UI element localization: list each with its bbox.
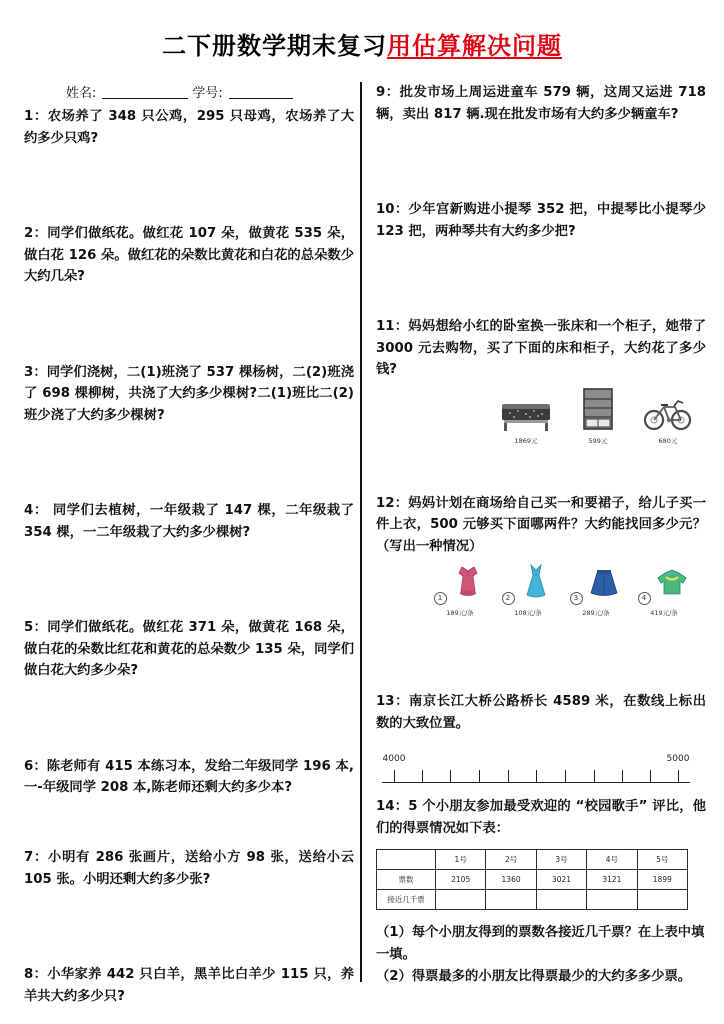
title-black-part: 二下册数学期末复习 [162, 32, 387, 60]
table-header-cell-4: 4号 [587, 850, 637, 870]
table-header-cell-5: 5号 [637, 850, 687, 870]
name-label: 姓名: [66, 86, 97, 101]
question-11: 11：妈妈想给小红的卧室换一张床和一个柜子，她带了 3000 元去购物，买了下面的床和柜子，大约花了多少钱? [376, 319, 706, 378]
approx-answer-1[interactable] [436, 890, 486, 910]
question-12: 12：妈妈计划在商场给自己买一和要裙子，给儿子买一件上衣，500 元够买下面哪两件？大约能找回多少元？（写出一种情况） [376, 495, 706, 554]
answer-space-2[interactable] [24, 288, 354, 362]
table-corner-cell [377, 850, 436, 870]
answer-space-5[interactable] [24, 682, 354, 756]
sub-question-1: （1）每个小朋友得到的票数各接近几千票？在上表中填一填。 [376, 925, 705, 962]
clothing-badge-4: 4 [638, 592, 651, 605]
number-line-tick [622, 770, 623, 783]
clothing-price-3: 289元/条 [582, 609, 610, 618]
skirt-navy-icon [585, 561, 623, 605]
right-column [376, 82, 706, 987]
sweater-green-icon [653, 561, 691, 605]
title-red-part: 用估算解决问题 [387, 32, 562, 60]
clothing-badge-1: 1 [434, 592, 447, 605]
number-line-tick [422, 770, 423, 783]
answer-space-11[interactable] [376, 445, 706, 493]
bicycle-icon [642, 393, 694, 433]
number-line-tick [394, 770, 395, 783]
clothing-price-4: 419元/条 [650, 609, 678, 618]
question-13: 13：南京长江大桥公路桥长 4589 米，在数线上标出数的大致位置。 [376, 694, 706, 731]
table-header-cell-3: 3号 [536, 850, 586, 870]
number-line[interactable] [376, 748, 696, 796]
number-line-tick [536, 770, 537, 783]
bed-icon [498, 393, 554, 433]
table-header-row [377, 850, 688, 870]
table-row-label-approx: 接近几千票 [377, 890, 436, 910]
cabinet-price: 599元 [588, 436, 608, 445]
number-line-tick [565, 770, 566, 783]
number-line-tick [650, 770, 651, 783]
vote-value-2: 1360 [486, 870, 536, 890]
approx-answer-4[interactable] [587, 890, 637, 910]
question-6: 6：陈老师有 415 本练习本，发给二年级同学 196 本,一-年级同学 208 本,陈老师还剩大约多少本? [24, 758, 354, 796]
number-line-tick [450, 770, 451, 783]
table-row [377, 890, 688, 910]
answer-space-9[interactable] [376, 125, 706, 199]
number-line-tick [594, 770, 595, 783]
clothing-illustration-row [376, 561, 706, 617]
approx-answer-2[interactable] [486, 890, 536, 910]
number-line-start-label: 4000 [382, 754, 406, 765]
question-10: 10：少年宫新购进小提琴 352 把，中提琴比小提琴少 123 把，两种琴共有大约多少把? [376, 202, 706, 239]
question-8: 8：小华家养 442 只白羊，黑羊比白羊少 115 只，养羊共大约多少只? [24, 967, 354, 1004]
id-blank[interactable] [229, 86, 293, 99]
question-14: 14：5 个小朋友参加最受欢迎的 “校园歌手” 评比，他们的得票情况如下表： [376, 799, 706, 836]
clothing-item-4 [632, 561, 696, 617]
answer-space-7[interactable] [24, 890, 354, 964]
answer-space-10[interactable] [376, 242, 706, 316]
table-header-cell-2: 2号 [486, 850, 536, 870]
furniture-item-cabinet [580, 387, 616, 445]
vote-value-5: 1899 [637, 870, 687, 890]
name-blank[interactable] [102, 86, 188, 99]
question-3: 3：同学们浇树，二(1)班浇了 537 棵杨树，二(2)班浇了 698 棵柳树，共浇了大约多少棵树?二(1)班比二(2)班少浇了大约多少棵树? [24, 364, 354, 423]
clothing-badge-3: 3 [570, 592, 583, 605]
vote-value-3: 3021 [536, 870, 586, 890]
left-column [24, 82, 354, 1007]
answer-space-6[interactable] [24, 799, 354, 847]
page-title [0, 26, 724, 61]
clothing-badge-2: 2 [502, 592, 515, 605]
clothing-item-1 [428, 561, 492, 617]
vote-table [376, 849, 688, 910]
question-4: 4： 同学们去植树，一年级栽了 147 棵，二年级栽了 354 棵，一二年级栽了大约多少棵树? [24, 503, 354, 540]
answer-space-3[interactable] [24, 426, 354, 500]
clothing-price-1: 189元/条 [446, 609, 474, 618]
dress-blue-icon [517, 561, 555, 605]
number-line-tick [508, 770, 509, 783]
answer-space-4[interactable] [24, 543, 354, 617]
furniture-item-bicycle [642, 393, 694, 445]
id-label: 学号: [192, 86, 223, 101]
vote-value-1: 2105 [436, 870, 486, 890]
bed-price: 1869元 [514, 436, 538, 445]
number-line-tick [479, 770, 480, 783]
question-7: 7：小明有 286 张画片，送给小方 98 张，送给小云 105 张。小明还剩大约多少张? [24, 849, 354, 887]
column-divider [360, 82, 362, 982]
table-header-cell-1: 1号 [436, 850, 486, 870]
furniture-illustration-row [376, 387, 706, 445]
clothing-price-2: 108元/条 [514, 609, 542, 618]
student-info-line [24, 82, 354, 101]
approx-answer-5[interactable] [637, 890, 687, 910]
table-row [377, 870, 688, 890]
question-1: 1：农场养了 348 只公鸡，295 只母鸡，农场养了大约多少只鸡? [24, 109, 354, 146]
question-9: 9：批发市场上周运进童车 579 辆，这周又运进 718 辆，卖出 817 辆.现在批发市场有大约多少辆童车? [376, 85, 706, 122]
furniture-item-bed [498, 393, 554, 445]
sub-question-2: （2）得票最多的小朋友比得票最少的大约多多少票。 [376, 968, 692, 984]
table-row-label-votes: 票数 [377, 870, 436, 890]
clothing-item-3 [564, 561, 628, 617]
answer-space-12[interactable] [376, 617, 706, 691]
answer-space-1[interactable] [24, 149, 354, 223]
question-2: 2：同学们做纸花。做红花 107 朵，做黄花 535 朵，做白花 126 朵。做红花的朵数比黄花和白花的总朵数少大约几朵? [24, 226, 354, 285]
cabinet-icon [580, 387, 616, 433]
clothing-item-2 [496, 561, 560, 617]
question-5: 5：同学们做纸花。做红花 371 朵，做黄花 168 朵，做白花的朵数比红花和黄花的总朵数少 135 朵，同学们做白花大约多少朵? [24, 620, 354, 679]
vote-value-4: 3121 [587, 870, 637, 890]
dress-pink-icon [449, 561, 487, 605]
number-line-end-label: 5000 [666, 754, 690, 765]
approx-answer-3[interactable] [536, 890, 586, 910]
bicycle-price: 680元 [658, 436, 678, 445]
number-line-tick [678, 770, 679, 783]
